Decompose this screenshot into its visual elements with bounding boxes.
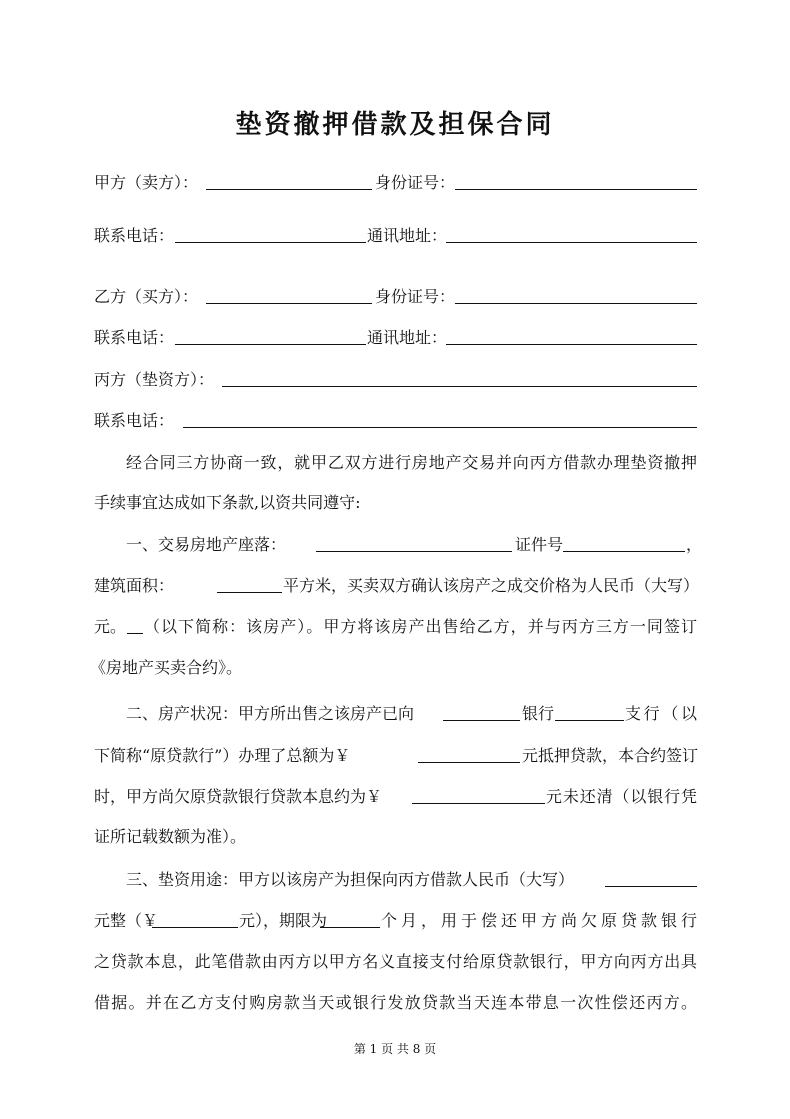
buyer-label: 乙方（买方）： xyxy=(94,287,199,306)
buyer-address-field[interactable] xyxy=(446,327,697,345)
clause-1-line-4: 《房地产买卖合约》。 xyxy=(90,658,243,677)
intro-line-1: 经合同三方协商一致，就甲乙双方进行房地产交易并向丙方借款办理垫资撤押 xyxy=(126,453,697,472)
id-label: 身份证号： xyxy=(375,287,456,306)
buyer-phone-field[interactable] xyxy=(175,327,366,345)
clause-3-text: 个月，用于偿还甲方尚欠原贷款银行 xyxy=(381,911,697,930)
clause-1-line-3 xyxy=(94,616,697,638)
loan-total-field[interactable] xyxy=(418,745,520,763)
funder-contact-row xyxy=(94,410,697,432)
clause-3-line-1 xyxy=(94,869,697,891)
funder-row xyxy=(94,369,697,391)
funder-phone-field[interactable] xyxy=(183,410,697,428)
clause-2-line-4: 证所记载数额为准）。 xyxy=(94,827,247,846)
clause-3-line-3: 之贷款本息，此笔借款由丙方以甲方名义直接支付给原贷款银行，甲方向丙方出具 xyxy=(94,952,697,971)
clause-1-line-2 xyxy=(94,575,700,597)
area-field[interactable] xyxy=(217,575,282,593)
clause-1-location-label: 一、交易房地产座落： xyxy=(126,535,287,554)
bank-field[interactable] xyxy=(443,703,520,721)
clause-2-text: 下简称“原贷款行”）办理了总额为￥ xyxy=(94,746,351,765)
clause-3-text: 元），期限为 xyxy=(239,911,328,930)
seller-phone-field[interactable] xyxy=(175,225,366,243)
clause-1-text: 元。 xyxy=(94,617,127,636)
clause-3-line-4: 借据。并在乙方支付购房款当天或银行发放贷款当天连本带息一次性偿还丙方。 xyxy=(94,993,697,1012)
clause-2-text: 元未还清（以银行凭 xyxy=(546,787,697,806)
phone-label: 联系电话： xyxy=(94,328,175,347)
buyer-id-field[interactable] xyxy=(455,286,697,304)
clause-1-line-1 xyxy=(94,534,703,556)
clause-3-text: 元整（￥ xyxy=(94,911,159,930)
seller-contact-row xyxy=(94,225,697,247)
clause-2-text: 元抵押贷款，本合约签订 xyxy=(522,746,699,765)
property-location-field[interactable] xyxy=(316,534,512,552)
clause-3-text: 三、垫资用途：甲方以该房产为担保向丙方借款人民币（大写） xyxy=(126,870,575,889)
id-label: 身份证号： xyxy=(375,173,456,192)
buyer-contact-row xyxy=(94,327,697,349)
clause-3-line-2 xyxy=(94,910,697,932)
certificate-label: 证件号 xyxy=(515,535,564,554)
seller-label: 甲方（卖方）： xyxy=(94,173,199,192)
page-number: 第 1 页 共 8 页 xyxy=(353,1042,437,1056)
bank-label: 银行 xyxy=(522,704,555,723)
clause-2-line-2 xyxy=(94,745,697,767)
funder-label: 丙方（垫资方）： xyxy=(94,370,215,389)
clause-2-text: 时，甲方尚欠原贷款银行贷款本息约为￥ xyxy=(94,787,383,806)
loan-amount-field[interactable] xyxy=(152,910,238,928)
phone-label: 联系电话： xyxy=(94,226,175,245)
area-label: 建筑面积： xyxy=(94,576,175,595)
seller-address-field[interactable] xyxy=(446,225,697,243)
seller-row xyxy=(94,172,697,194)
term-months-field[interactable] xyxy=(320,910,380,928)
seller-id-field[interactable] xyxy=(455,172,697,190)
clause-2-text: 二、房产状况：甲方所出售之该房产已向 xyxy=(126,704,415,723)
clause-2-line-3 xyxy=(94,786,697,808)
buyer-row xyxy=(94,286,697,308)
outstanding-amount-field[interactable] xyxy=(412,786,545,804)
seller-name-field[interactable] xyxy=(206,172,372,190)
clause-1-text: 平方米，买卖双方确认该房产之成交价格为人民币（大写） xyxy=(283,576,700,595)
price-field[interactable] xyxy=(127,616,143,634)
address-label: 通讯地址： xyxy=(367,328,448,347)
document-title: 垫资撤押借款及担保合同 xyxy=(235,110,555,140)
buyer-name-field[interactable] xyxy=(206,286,372,304)
clause-2-line-1 xyxy=(94,703,697,725)
phone-label: 联系电话： xyxy=(94,411,175,430)
loan-amount-words-field[interactable] xyxy=(605,869,697,887)
comma: ， xyxy=(686,535,703,554)
clause-1-text: （以下简称：该房产）。甲方将该房产出售给乙方，并与丙方三方一同签订 xyxy=(144,617,697,636)
branch-field[interactable] xyxy=(555,703,624,721)
address-label: 通讯地址： xyxy=(367,226,448,245)
certificate-number-field[interactable] xyxy=(563,534,685,552)
intro-line-2: 手续事宜达成如下条款,以资共同遵守: xyxy=(94,493,361,512)
funder-name-field[interactable] xyxy=(222,369,697,387)
branch-label: 支行（以 xyxy=(625,704,697,723)
